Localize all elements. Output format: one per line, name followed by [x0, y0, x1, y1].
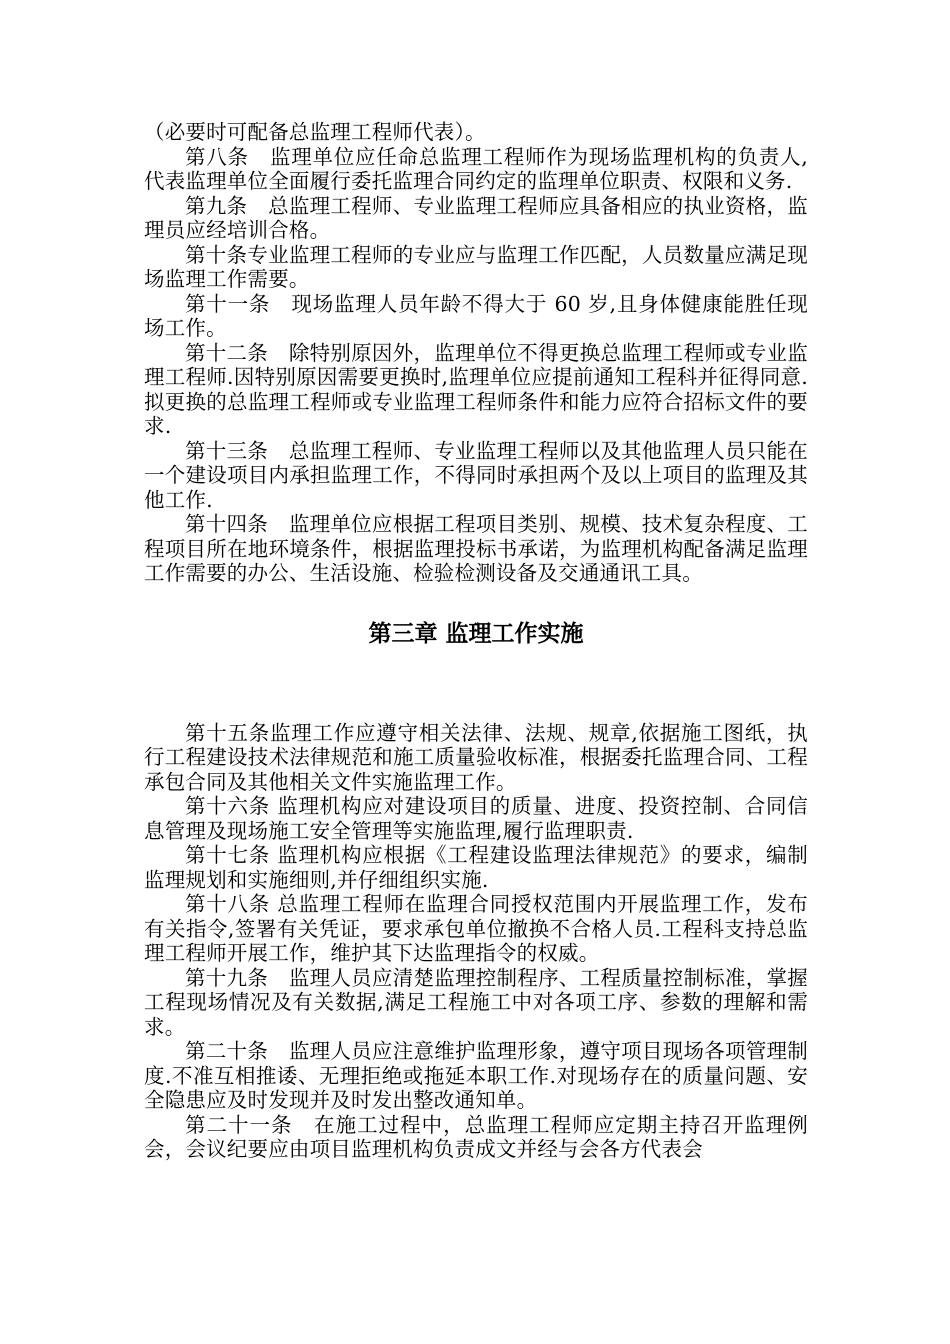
- paragraph-continuation: （必要时可配备总监理工程师代表）。: [144, 120, 486, 144]
- article-11: 第十一条 现场监理人员年龄不得大于 60 岁,且身体健康能胜任现场工作。: [144, 291, 808, 340]
- article-9: 第九条 总监理工程师、专业监理工程师应具备相应的执业资格，监理员应经培训合格。: [144, 193, 808, 242]
- article-20: 第二十条 监理人员应注意维护监理形象，遵守项目现场各项管理制度.不准互相推诿、无理拒绝或拖延本职工作.对现场存在的质量问题、安全隐患应及时发现并及时发出整改通知单。: [144, 1039, 808, 1112]
- article-14: 第十四条 监理单位应根据工程项目类别、规模、技术复杂程度、工程项目所在地环境条件，根据监理投标书承诺，为监理机构配备满足监理工作需要的办公、生活设施、检验检测设备及交通通讯工具。: [144, 512, 808, 585]
- section-two-body: [144, 120, 808, 586]
- article-10: 第十条专业监理工程师的专业应与监理工作匹配，人员数量应满足现场监理工作需要。: [144, 242, 808, 291]
- article-17: 第十七条 监理机构应根据《工程建设监理法律规范》的要求，编制监理规划和实施细则,并仔细组织实施.: [144, 843, 808, 892]
- article-21: 第二十一条 在施工过程中，总监理工程师应定期主持召开监理例会，会议纪要应由项目监理机构负责成文并经与会各方代表会: [144, 1112, 808, 1161]
- chapter-heading: 第三章 监理工作实施: [368, 620, 584, 647]
- article-12: 第十二条 除特别原因外，监理单位不得更换总监理工程师或专业监理工程师.因特别原因需要更换时,监理单位应提前通知工程科并征得同意.拟更换的总监理工程师或专业监理工程师条件和能力应符合招标文件的要求.: [144, 340, 808, 438]
- article-18: 第十八条 总监理工程师在监理合同授权范围内开展监理工作，发布有关指令,签署有关凭证，要求承包单位撤换不合格人员.工程科支持总监理工程师开展工作，维护其下达监理指令的权威。: [144, 892, 808, 965]
- document-page: [144, 120, 808, 1162]
- article-13: 第十三条 总监理工程师、专业监理工程师以及其他监理人员只能在一个建设项目内承担监理工作，不得同时承担两个及以上项目的监理及其他工作.: [144, 438, 808, 512]
- article-16: 第十六条 监理机构应对建设项目的质量、进度、投资控制、合同信息管理及现场施工安全管理等实施监理,履行监理职责.: [144, 794, 808, 843]
- section-three-body: [144, 721, 808, 1162]
- article-8: 第八条 监理单位应任命总监理工程师作为现场监理机构的负责人,代表监理单位全面履行委托监理合同约定的监理单位职责、权限和义务.: [144, 144, 808, 193]
- article-19: 第十九条 监理人员应清楚监理控制程序、工程质量控制标准，掌握工程现场情况及有关数据,满足工程施工中对各项工序、参数的理解和需求。: [144, 965, 808, 1039]
- article-15: 第十五条监理工作应遵守相关法律、法规、规章,依据施工图纸，执行工程建设技术法律规范和施工质量验收标准，根据委托监理合同、工程承包合同及其他相关文件实施监理工作。: [144, 720, 808, 794]
